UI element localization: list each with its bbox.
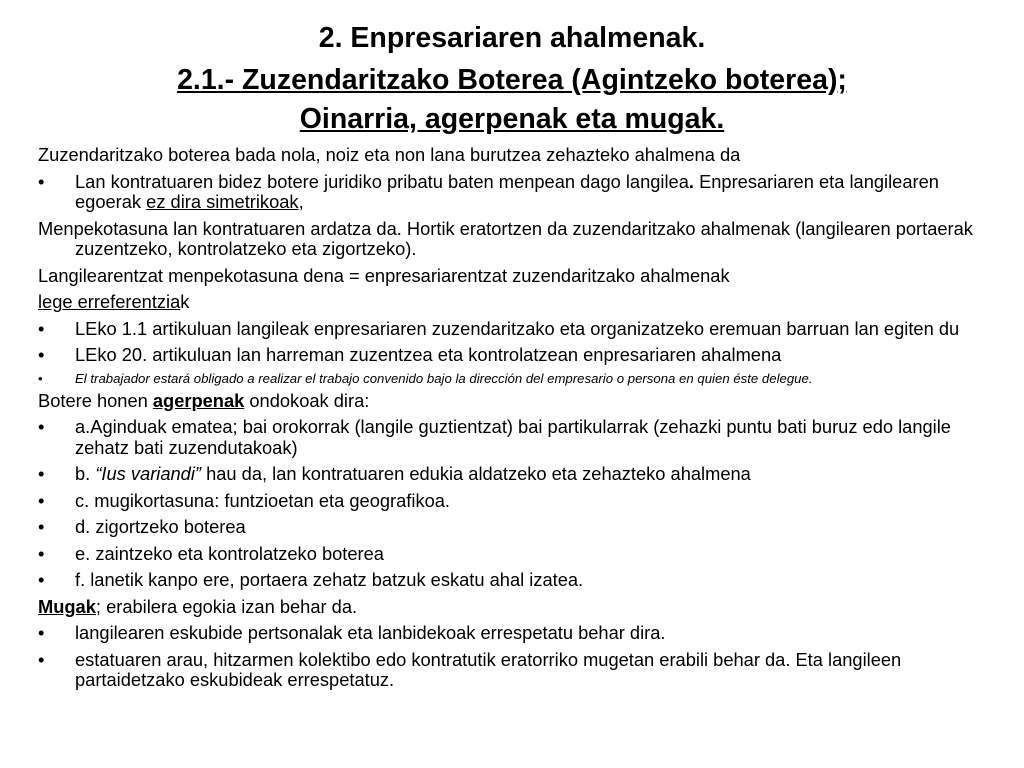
bullet-icon: •	[38, 317, 45, 339]
bullet-icon: •	[38, 370, 43, 386]
paragraph-equation: Langilearentzat menpekotasuna dena = enpresariarentzat zuzendaritzako ahalmenak	[38, 264, 730, 286]
intro-paragraph: Zuzendaritzako boterea bada nola, noiz eta non lana burutzea zehazteko ahalmena da	[38, 144, 741, 165]
bullet-icon: •	[38, 344, 45, 365]
paragraph-lege: lege erreferentziak	[38, 291, 190, 312]
bullet-icon: •	[38, 622, 45, 643]
underlined-text: ez dira simetrikoak	[146, 191, 299, 212]
bullet-icon: •	[38, 542, 45, 564]
bullet-item: • Lan kontratuaren bidez botere juridiko pribatu baten menpean dago langilea. Enpresariaren eta langilearen egoerak ez dira simetrikoak,	[38, 170, 939, 212]
bullet-item: • estatuaren arau, hitzarmen kolektibo edo kontratutik eratorriko mugetan erabili behar da. Eta langileen partaidetzako eskubideak errespetatuz.	[38, 648, 902, 690]
slide-body	[38, 145, 978, 697]
slide-title-line-1: 2. Enpresariaren ahalmenak.	[318, 22, 706, 54]
bullet-icon: •	[38, 170, 45, 192]
slide-title-line-2: 2.1.- Zuzendaritzako Boterea (Agintzeko boterea);	[177, 64, 847, 96]
bullet-icon: •	[38, 489, 45, 511]
bullet-icon: •	[38, 516, 45, 537]
bullet-item: • f. lanetik kanpo ere, portaera zehatz batzuk eskatu ahal izatea.	[38, 569, 584, 590]
bullet-item: • langilearen eskubide pertsonalak eta lanbidekoak errespetatu behar dira.	[38, 622, 666, 643]
bullet-item: • b. “Ius variandi” hau da, lan kontratuaren edukia aldatzeko eta zehazteko ahalmena	[38, 463, 751, 484]
bullet-item: • d. zigortzeko boterea	[38, 516, 246, 537]
paragraph-agerpenak: Botere honen agerpenak ondokoak dira:	[38, 389, 370, 411]
bullet-icon: •	[38, 463, 45, 484]
bullet-item: • LEko 1.1 artikuluan langileak enpresariaren zuzendaritzako eta organizatzeko eremuan barruan lan egiten du	[38, 317, 960, 339]
bullet-icon: •	[38, 648, 45, 670]
slide-title-line-3: Oinarria, agerpenak eta mugak.	[299, 103, 725, 135]
bullet-icon: •	[38, 416, 45, 437]
bullet-item: • c. mugikortasuna: funtzioetan eta geografikoa.	[38, 489, 450, 511]
paragraph-mugak: Mugak; erabilera egokia izan behar da.	[38, 595, 358, 617]
bullet-item: • e. zaintzeko eta kontrolatzeko boterea	[38, 542, 384, 564]
paragraph-menpekotasuna: Menpekotasuna lan kontratuaren ardatza da. Hortik eratortzen da zuzendaritzako ahalmenak (langilearen portaerak zuzentzeko, kontrolatzeko eta zigortzeko).	[38, 217, 973, 259]
bullet-item: • a.Aginduak ematea; bai orokorrak (langile guztientzat) bai partikularrak (zehazki puntu bati buruz edo langile zehatz bati zuzendutakoak)	[38, 416, 951, 458]
bullet-icon: •	[38, 569, 45, 590]
bullet-item: • LEko 20. artikuluan lan harreman zuzentzea eta kontrolatzean enpresariaren ahalmena	[38, 344, 782, 365]
bullet-item-small: • El trabajador estará obligado a realizar el trabajo convenido bajo la dirección del empresario o persona en quien éste delegue.	[38, 370, 813, 386]
